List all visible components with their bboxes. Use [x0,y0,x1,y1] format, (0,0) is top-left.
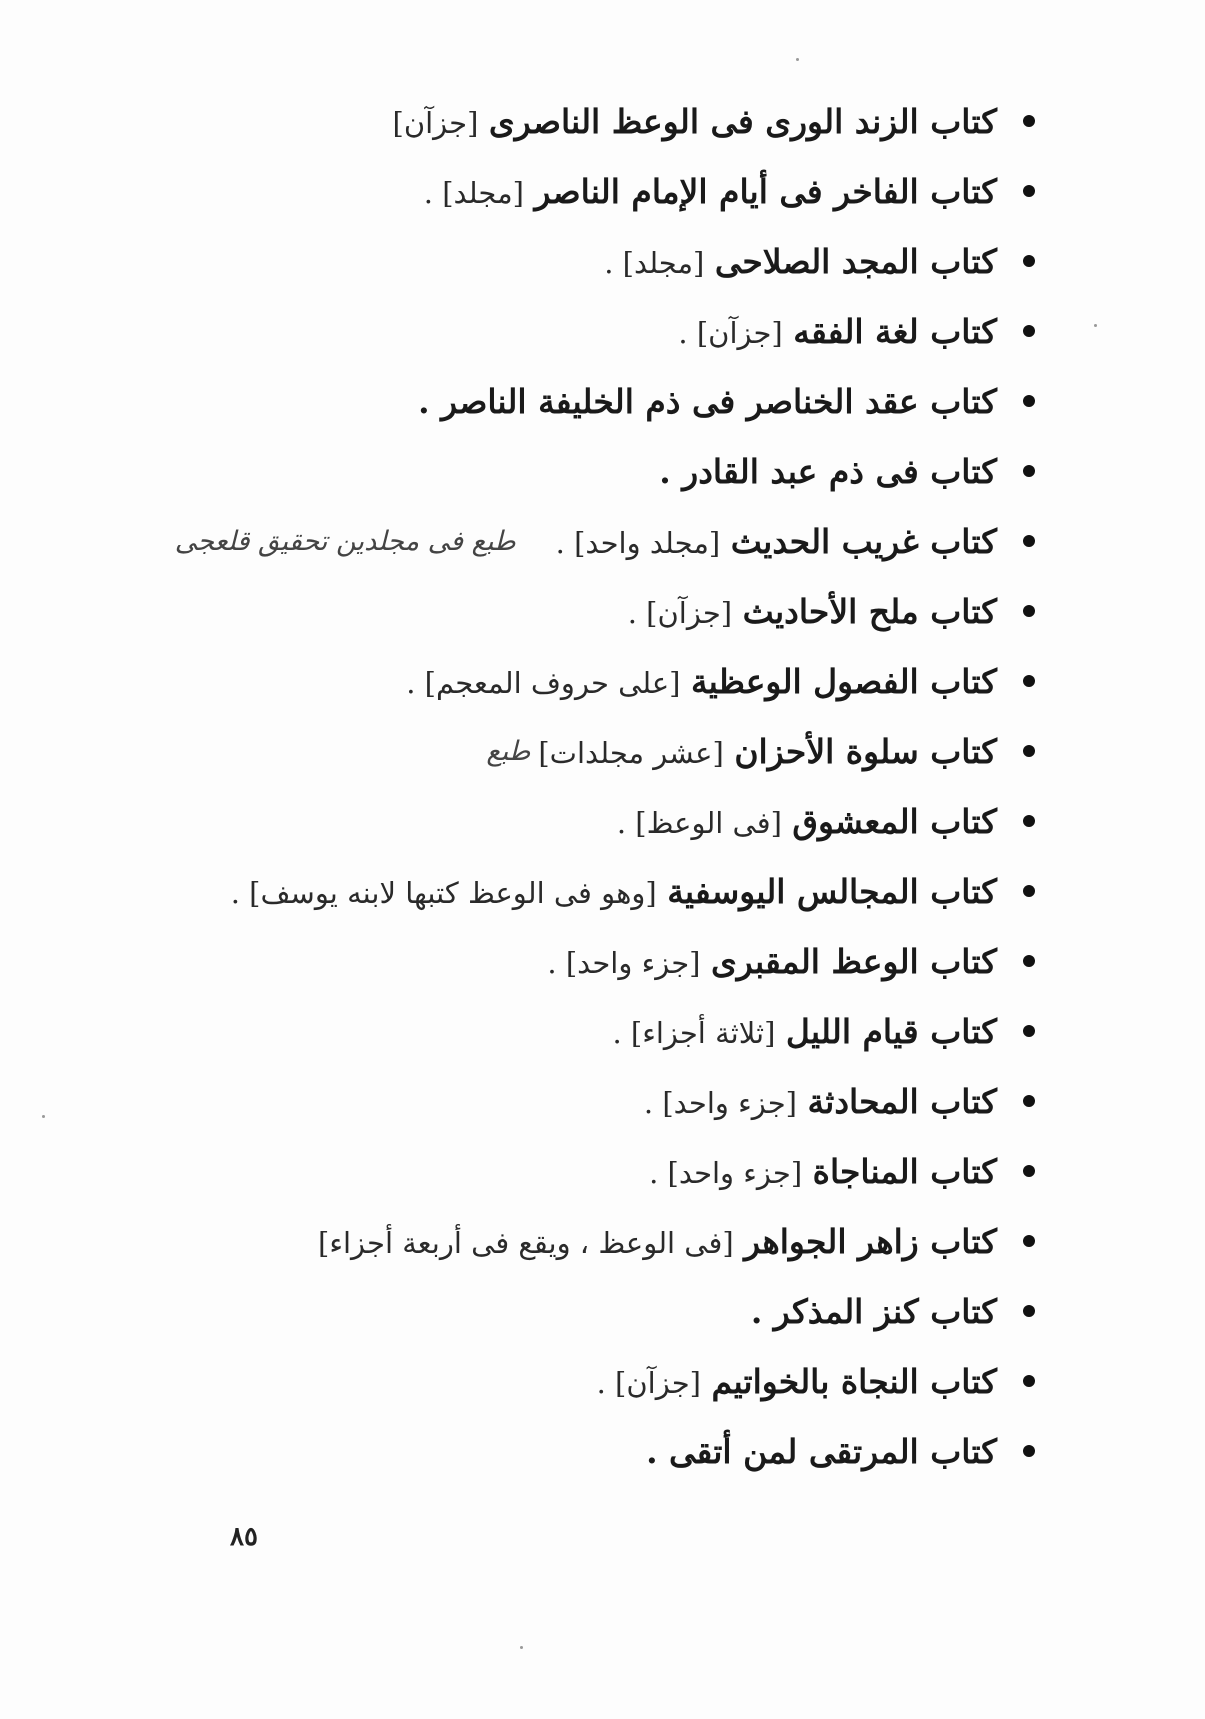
book-entry [617,802,997,841]
page-speck [796,58,799,61]
book-entry [406,662,997,701]
bullet-icon [1023,745,1035,757]
bullet-icon [1023,605,1035,617]
list-item [75,926,1035,996]
bullet-icon [1023,815,1035,827]
bullet-icon [1023,1095,1035,1107]
handwritten-annotation: طبع [486,735,531,767]
book-note: [فى الوعظ ، ويقع فى أربعة أجزاء] [318,1225,734,1260]
book-title: كتاب الفصول الوعظية [690,661,997,701]
list-item [75,786,1035,856]
list-item [75,1206,1035,1276]
bullet-icon [1023,675,1035,687]
list-item [75,506,1035,576]
book-note: [جزآن] [392,105,479,140]
book-title: كتاب الزند الورى فى الوعظ الناصرى [488,101,997,141]
book-note: [وهو فى الوعظ كتبها لابنه يوسف] . [230,875,657,910]
book-title: كتاب المرتقى لمن أتقى . [646,1431,997,1471]
book-list [75,86,1035,1486]
book-title: كتاب الفاخر فى أيام الإمام الناصر [534,171,997,211]
bullet-icon [1023,395,1035,407]
list-item [75,1276,1035,1346]
book-note: [مجلد واحد] . [555,525,721,560]
book-title: كتاب سلوة الأحزان [734,731,997,771]
book-title: كتاب المعشوق [792,801,997,841]
list-item [75,436,1035,506]
list-item [75,156,1035,226]
book-note: [مجلد] . [423,175,524,210]
bullet-icon [1023,1025,1035,1037]
book-title: كتاب المناجاة [812,1151,997,1191]
book-entry [646,1432,997,1471]
book-title: كتاب المجد الصلاحى [714,241,997,281]
bullet-icon [1023,1445,1035,1457]
bullet-icon [1023,115,1035,127]
book-note: [ثلاثة أجزاء] . [612,1015,776,1050]
list-item [75,296,1035,366]
book-title: كتاب ملح الأحاديث [742,591,997,631]
book-note: [مجلد] . [604,245,705,280]
book-title: كتاب المحادثة [807,1081,997,1121]
book-entry [644,1082,997,1121]
book-title: كتاب كنز المذكر . [750,1291,997,1331]
book-note: [جزء واحد] . [547,945,701,980]
bullet-icon [1023,255,1035,267]
book-entry [556,522,997,561]
page-speck [42,1115,45,1118]
book-entry [318,1222,997,1261]
book-entry [678,312,997,351]
list-item [75,646,1035,716]
list-item [75,1416,1035,1486]
book-entry [418,382,997,421]
list-item [75,1066,1035,1136]
book-entry [612,1012,997,1051]
page-speck [1094,324,1097,327]
book-entry [547,942,997,981]
handwritten-annotation: طبع فى مجلدين تحقيق قلعجى [174,525,516,557]
book-note: [فى الوعظ] . [616,805,782,840]
book-entry [231,872,997,911]
bullet-icon [1023,885,1035,897]
bullet-icon [1023,535,1035,547]
list-item [75,1346,1035,1416]
page-speck [520,1646,523,1649]
book-title: كتاب عقد الخناصر فى ذم الخليفة الناصر . [418,381,997,421]
book-entry [628,592,997,631]
book-entry [597,1362,997,1401]
book-note: [جزء واحد] . [643,1085,797,1120]
list-item [75,226,1035,296]
bullet-icon [1023,1165,1035,1177]
list-item [75,366,1035,436]
book-title: كتاب قيام الليل [785,1011,997,1051]
bullet-icon [1023,465,1035,477]
bullet-icon [1023,1375,1035,1387]
book-entry [649,1152,997,1191]
bullet-icon [1023,325,1035,337]
book-note: [جزء واحد] . [649,1155,803,1190]
bullet-icon [1023,955,1035,967]
book-entry [393,102,998,141]
book-note: [جزآن] . [596,1365,701,1400]
book-note: [عشر مجلدات] [538,735,724,770]
list-item [75,716,1035,786]
book-entry [751,1292,997,1331]
book-entry [604,242,997,281]
list-item [75,1136,1035,1206]
book-note: [جزآن] . [627,595,733,630]
book-title: كتاب زاهر الجواهر [744,1221,997,1261]
list-item [75,996,1035,1066]
book-entry [538,732,997,771]
book-title: كتاب لغة الفقه [793,311,997,351]
page-number: ٨٥ [230,1522,258,1552]
book-title: كتاب المجالس اليوسفية [667,871,997,911]
book-title: كتاب غريب الحديث [730,521,997,561]
bullet-icon [1023,185,1035,197]
book-title: كتاب الوعظ المقبرى [710,941,997,981]
book-title: كتاب فى ذم عبد القادر . [659,451,997,491]
book-note: [على حروف المعجم] . [406,665,681,700]
list-item [75,576,1035,646]
book-entry [659,452,997,491]
book-title: كتاب النجاة بالخواتيم [711,1361,997,1401]
bullet-icon [1023,1235,1035,1247]
book-entry [424,172,997,211]
bullet-icon [1023,1305,1035,1317]
book-note: [جزآن] . [678,315,783,350]
list-item [75,856,1035,926]
list-item [75,86,1035,156]
